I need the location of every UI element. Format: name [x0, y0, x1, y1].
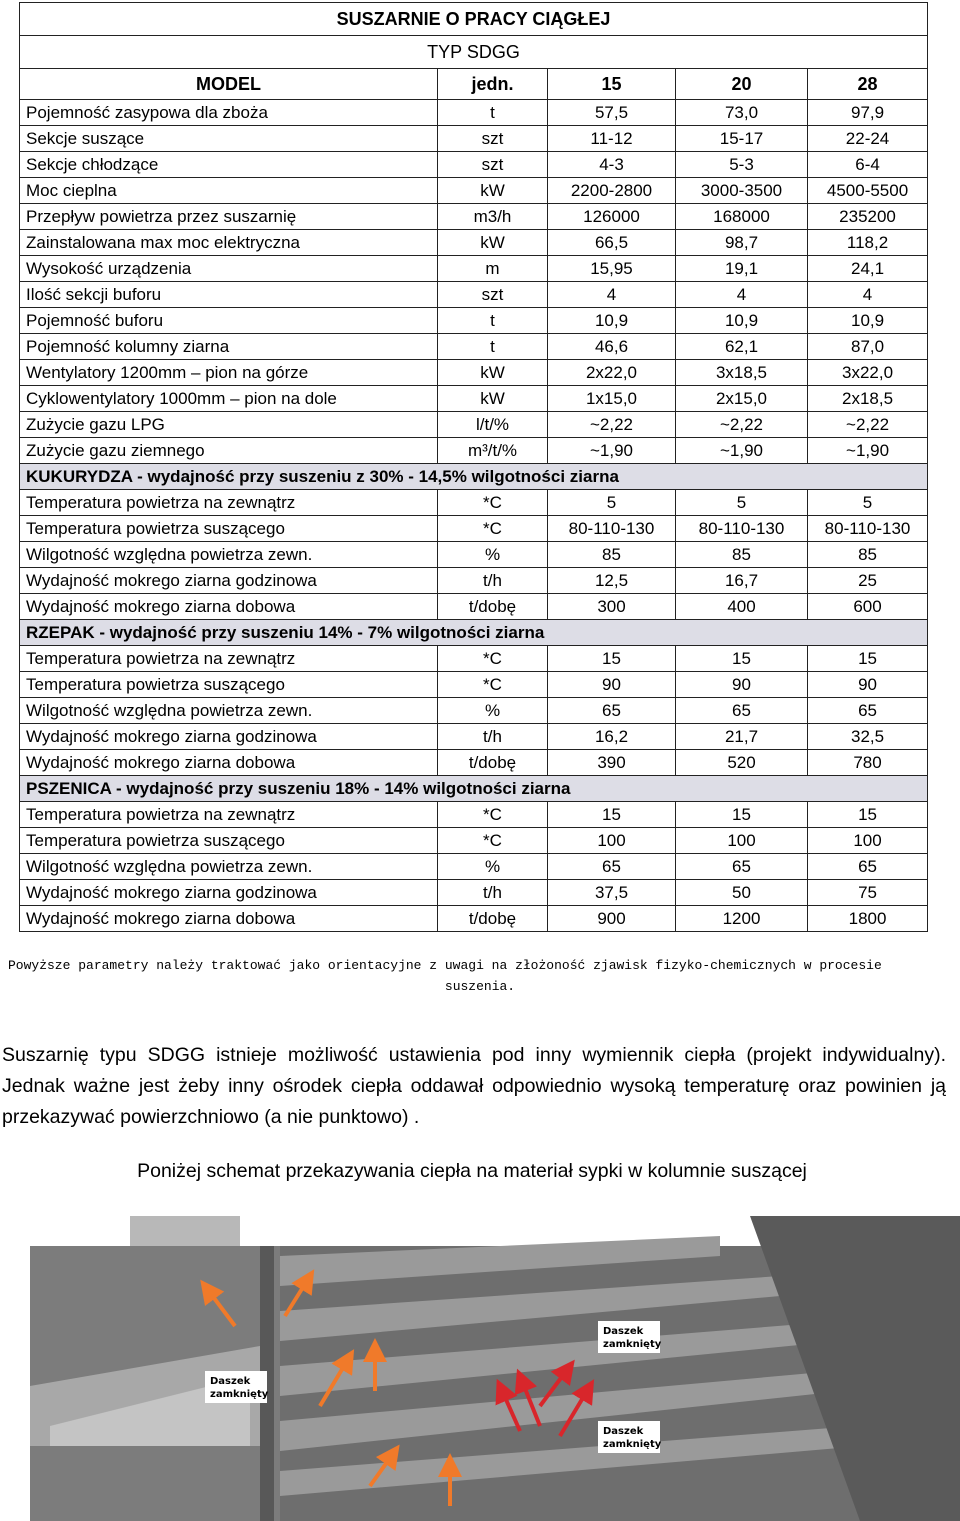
table-cell: 19,1	[676, 256, 808, 282]
table-cell: kW	[438, 386, 548, 412]
svg-text:zamknięty: zamknięty	[210, 1389, 269, 1400]
table-cell: 57,5	[548, 100, 676, 126]
table-cell: 85	[808, 542, 928, 568]
table-cell: 25	[808, 568, 928, 594]
row-label: Zainstalowana max moc elektryczna	[20, 230, 438, 256]
row-label: Moc cieplna	[20, 178, 438, 204]
table-cell: 21,7	[676, 724, 808, 750]
table-row	[20, 490, 928, 516]
table-cell: 400	[676, 594, 808, 620]
table-cell: 16,2	[548, 724, 676, 750]
table-cell: *C	[438, 490, 548, 516]
section-header-row	[20, 776, 928, 802]
row-label: Przepływ powietrza przez suszarnię	[20, 204, 438, 230]
table-cell: 65	[808, 854, 928, 880]
table-cell: %	[438, 698, 548, 724]
table-cell: 2x22,0	[548, 360, 676, 386]
table-cell: 235200	[808, 204, 928, 230]
table-cell: 3000-3500	[676, 178, 808, 204]
svg-text:Daszek: Daszek	[210, 1376, 251, 1387]
row-label: Wydajność mokrego ziarna dobowa	[20, 750, 438, 776]
svg-text:zamknięty: zamknięty	[603, 1339, 662, 1350]
table-cell: 12,5	[548, 568, 676, 594]
table-cell: 15	[676, 802, 808, 828]
table-cell: szt	[438, 282, 548, 308]
table-cell: 62,1	[676, 334, 808, 360]
row-label: Wydajność mokrego ziarna godzinowa	[20, 880, 438, 906]
table-cell: 10,9	[548, 308, 676, 334]
table-cell: 2x15,0	[676, 386, 808, 412]
table-cell: ~2,22	[808, 412, 928, 438]
table-cell: 390	[548, 750, 676, 776]
label-closed-roof-1	[205, 1371, 269, 1403]
table-cell: 5	[676, 490, 808, 516]
table-cell: 168000	[676, 204, 808, 230]
row-label: Temperatura powietrza na zewnątrz	[20, 490, 438, 516]
section-title: RZEPAK - wydajność przy suszeniu 14% - 7% wilgotności ziarna	[20, 620, 928, 646]
table-cell: 15	[548, 646, 676, 672]
table-header-row	[20, 69, 928, 100]
table-cell: 65	[808, 698, 928, 724]
row-label: Pojemność kolumny ziarna	[20, 334, 438, 360]
column-header: 15	[548, 69, 676, 100]
table-cell: 520	[676, 750, 808, 776]
spec-table	[19, 2, 928, 932]
section-title: PSZENICA - wydajność przy suszeniu 18% - 14% wilgotności ziarna	[20, 776, 928, 802]
table-cell: szt	[438, 126, 548, 152]
section-header-row	[20, 620, 928, 646]
row-label: Temperatura powietrza suszącego	[20, 516, 438, 542]
table-cell: *C	[438, 672, 548, 698]
table-cell: 126000	[548, 204, 676, 230]
table-row	[20, 724, 928, 750]
table-cell: 24,1	[808, 256, 928, 282]
table-row	[20, 412, 928, 438]
table-cell: 15,95	[548, 256, 676, 282]
table-cell: 65	[676, 854, 808, 880]
table-cell: 100	[548, 828, 676, 854]
table-cell: 85	[548, 542, 676, 568]
column-header: 28	[808, 69, 928, 100]
table-cell: 80-110-130	[808, 516, 928, 542]
table-cell: t/h	[438, 880, 548, 906]
table-cell: 73,0	[676, 100, 808, 126]
table-cell: ~2,22	[676, 412, 808, 438]
table-cell: 11-12	[548, 126, 676, 152]
table-cell: 1200	[676, 906, 808, 932]
table-cell: 65	[548, 698, 676, 724]
row-label: Temperatura powietrza suszącego	[20, 672, 438, 698]
table-cell: 46,6	[548, 334, 676, 360]
table-row	[20, 334, 928, 360]
table-row	[20, 256, 928, 282]
table-row	[20, 802, 928, 828]
table-cell: 1x15,0	[548, 386, 676, 412]
table-cell: t/h	[438, 724, 548, 750]
table-cell: t/h	[438, 568, 548, 594]
column-header: MODEL	[20, 69, 438, 100]
table-cell: 97,9	[808, 100, 928, 126]
table-cell: kW	[438, 178, 548, 204]
table-cell: 6-4	[808, 152, 928, 178]
table-row	[20, 672, 928, 698]
table-cell: m3/h	[438, 204, 548, 230]
section-header-row	[20, 464, 928, 490]
table-row	[20, 178, 928, 204]
table-row	[20, 854, 928, 880]
row-label: Wilgotność względna powietrza zewn.	[20, 854, 438, 880]
table-row	[20, 282, 928, 308]
table-cell: l/t/%	[438, 412, 548, 438]
table-row	[20, 516, 928, 542]
row-label: Wilgotność względna powietrza zewn.	[20, 542, 438, 568]
table-row	[20, 750, 928, 776]
table-cell: *C	[438, 646, 548, 672]
row-label: Wentylatory 1200mm – pion na górze	[20, 360, 438, 386]
table-cell: 780	[808, 750, 928, 776]
column-header: jedn.	[438, 69, 548, 100]
svg-text:Daszek: Daszek	[603, 1426, 644, 1437]
table-cell: 66,5	[548, 230, 676, 256]
table-cell: %	[438, 542, 548, 568]
heat-transfer-schematic	[20, 1216, 960, 1521]
table-row	[20, 646, 928, 672]
table-cell: 600	[808, 594, 928, 620]
table-cell: 16,7	[676, 568, 808, 594]
row-label: Wydajność mokrego ziarna godzinowa	[20, 568, 438, 594]
row-label: Wydajność mokrego ziarna dobowa	[20, 906, 438, 932]
table-cell: 65	[676, 698, 808, 724]
table-cell: 4	[548, 282, 676, 308]
row-label: Cyklowentylatory 1000mm – pion na dole	[20, 386, 438, 412]
table-row	[20, 906, 928, 932]
table-cell: kW	[438, 360, 548, 386]
disclaimer-line-1: Powyższe parametry należy traktować jako orientacyjne z uwagi na złożoność zjawisk fizyko-chemicznych w procesie	[8, 958, 882, 973]
table-row	[20, 360, 928, 386]
table-cell: t/dobę	[438, 594, 548, 620]
row-label: Sekcje suszące	[20, 126, 438, 152]
table-cell: t/dobę	[438, 906, 548, 932]
table-cell: 15	[676, 646, 808, 672]
table-cell: 80-110-130	[676, 516, 808, 542]
table-subtitle: TYP SDGG	[20, 36, 928, 69]
table-cell: 3x18,5	[676, 360, 808, 386]
table-cell: 4	[676, 282, 808, 308]
table-cell: %	[438, 854, 548, 880]
table-cell: 118,2	[808, 230, 928, 256]
table-cell: 10,9	[808, 308, 928, 334]
table-row	[20, 100, 928, 126]
row-label: Sekcje chłodzące	[20, 152, 438, 178]
row-label: Wydajność mokrego ziarna godzinowa	[20, 724, 438, 750]
table-subtitle-row	[20, 36, 928, 69]
table-cell: 90	[548, 672, 676, 698]
table-cell: 85	[676, 542, 808, 568]
table-cell: 4	[808, 282, 928, 308]
table-row	[20, 126, 928, 152]
svg-text:Daszek: Daszek	[603, 1326, 644, 1337]
table-cell: 90	[676, 672, 808, 698]
disclaimer	[8, 955, 952, 997]
table-cell: 75	[808, 880, 928, 906]
table-title: SUSZARNIE O PRACY CIĄGŁEJ	[20, 3, 928, 36]
schematic-caption: Poniżej schemat przekazywania ciepła na materiał sypki w kolumnie suszącej	[137, 1160, 807, 1182]
table-row	[20, 152, 928, 178]
table-cell: m	[438, 256, 548, 282]
table-row	[20, 594, 928, 620]
disclaimer-line-2: suszenia.	[444, 979, 516, 994]
table-cell: 1800	[808, 906, 928, 932]
row-label: Zużycie gazu LPG	[20, 412, 438, 438]
table-cell: 5	[808, 490, 928, 516]
table-cell: *C	[438, 516, 548, 542]
table-cell: 100	[808, 828, 928, 854]
table-cell: 32,5	[808, 724, 928, 750]
table-cell: 65	[548, 854, 676, 880]
row-label: Temperatura powietrza suszącego	[20, 828, 438, 854]
table-cell: t	[438, 308, 548, 334]
table-cell: *C	[438, 828, 548, 854]
table-cell: 5-3	[676, 152, 808, 178]
table-cell: ~1,90	[676, 438, 808, 464]
table-cell: 15	[548, 802, 676, 828]
table-row	[20, 542, 928, 568]
table-title-row	[20, 3, 928, 36]
table-row	[20, 698, 928, 724]
table-row	[20, 438, 928, 464]
row-label: Pojemność buforu	[20, 308, 438, 334]
table-cell: 900	[548, 906, 676, 932]
table-row	[20, 386, 928, 412]
table-cell: t	[438, 100, 548, 126]
table-cell: 4500-5500	[808, 178, 928, 204]
table-cell: 4-3	[548, 152, 676, 178]
table-cell: 2200-2800	[548, 178, 676, 204]
table-cell: ~1,90	[808, 438, 928, 464]
table-cell: 22-24	[808, 126, 928, 152]
table-cell: 10,9	[676, 308, 808, 334]
row-label: Temperatura powietrza na zewnątrz	[20, 646, 438, 672]
table-cell: 3x22,0	[808, 360, 928, 386]
table-cell: ~2,22	[548, 412, 676, 438]
table-cell: 300	[548, 594, 676, 620]
table-cell: 100	[676, 828, 808, 854]
table-cell: 37,5	[548, 880, 676, 906]
table-cell: 98,7	[676, 230, 808, 256]
table-cell: 2x18,5	[808, 386, 928, 412]
label-closed-roof-3	[598, 1421, 662, 1453]
label-closed-roof-2	[598, 1321, 662, 1353]
table-cell: m³/t/%	[438, 438, 548, 464]
row-label: Zużycie gazu ziemnego	[20, 438, 438, 464]
table-cell: szt	[438, 152, 548, 178]
table-row	[20, 230, 928, 256]
table-cell: 5	[548, 490, 676, 516]
table-cell: 50	[676, 880, 808, 906]
body-paragraph: Suszarnię typu SDGG istnieje możliwość ustawienia pod inny wymiennik ciepła (projekt indywidualny). Jednak ważne jest żeby inny ośrodek ciepła oddawał odpowiednio wysoką temperaturę oraz powinien ją przekazywać powierzchniowo (a nie punktowo) .	[2, 1044, 946, 1128]
row-label: Wydajność mokrego ziarna dobowa	[20, 594, 438, 620]
row-label: Ilość sekcji buforu	[20, 282, 438, 308]
table-row	[20, 568, 928, 594]
table-cell: t	[438, 334, 548, 360]
table-row	[20, 308, 928, 334]
table-row	[20, 880, 928, 906]
table-cell: 90	[808, 672, 928, 698]
table-cell: t/dobę	[438, 750, 548, 776]
section-title: KUKURYDZA - wydajność przy suszeniu z 30% - 14,5% wilgotności ziarna	[20, 464, 928, 490]
table-cell: 80-110-130	[548, 516, 676, 542]
row-label: Wilgotność względna powietrza zewn.	[20, 698, 438, 724]
table-cell: 15-17	[676, 126, 808, 152]
svg-text:zamknięty: zamknięty	[603, 1439, 662, 1450]
row-label: Wysokość urządzenia	[20, 256, 438, 282]
table-cell: ~1,90	[548, 438, 676, 464]
table-row	[20, 828, 928, 854]
column-header: 20	[676, 69, 808, 100]
table-cell: 15	[808, 802, 928, 828]
table-cell: *C	[438, 802, 548, 828]
row-label: Temperatura powietrza na zewnątrz	[20, 802, 438, 828]
table-row	[20, 204, 928, 230]
table-cell: 87,0	[808, 334, 928, 360]
table-cell: 15	[808, 646, 928, 672]
table-cell: kW	[438, 230, 548, 256]
row-label: Pojemność zasypowa dla zboża	[20, 100, 438, 126]
